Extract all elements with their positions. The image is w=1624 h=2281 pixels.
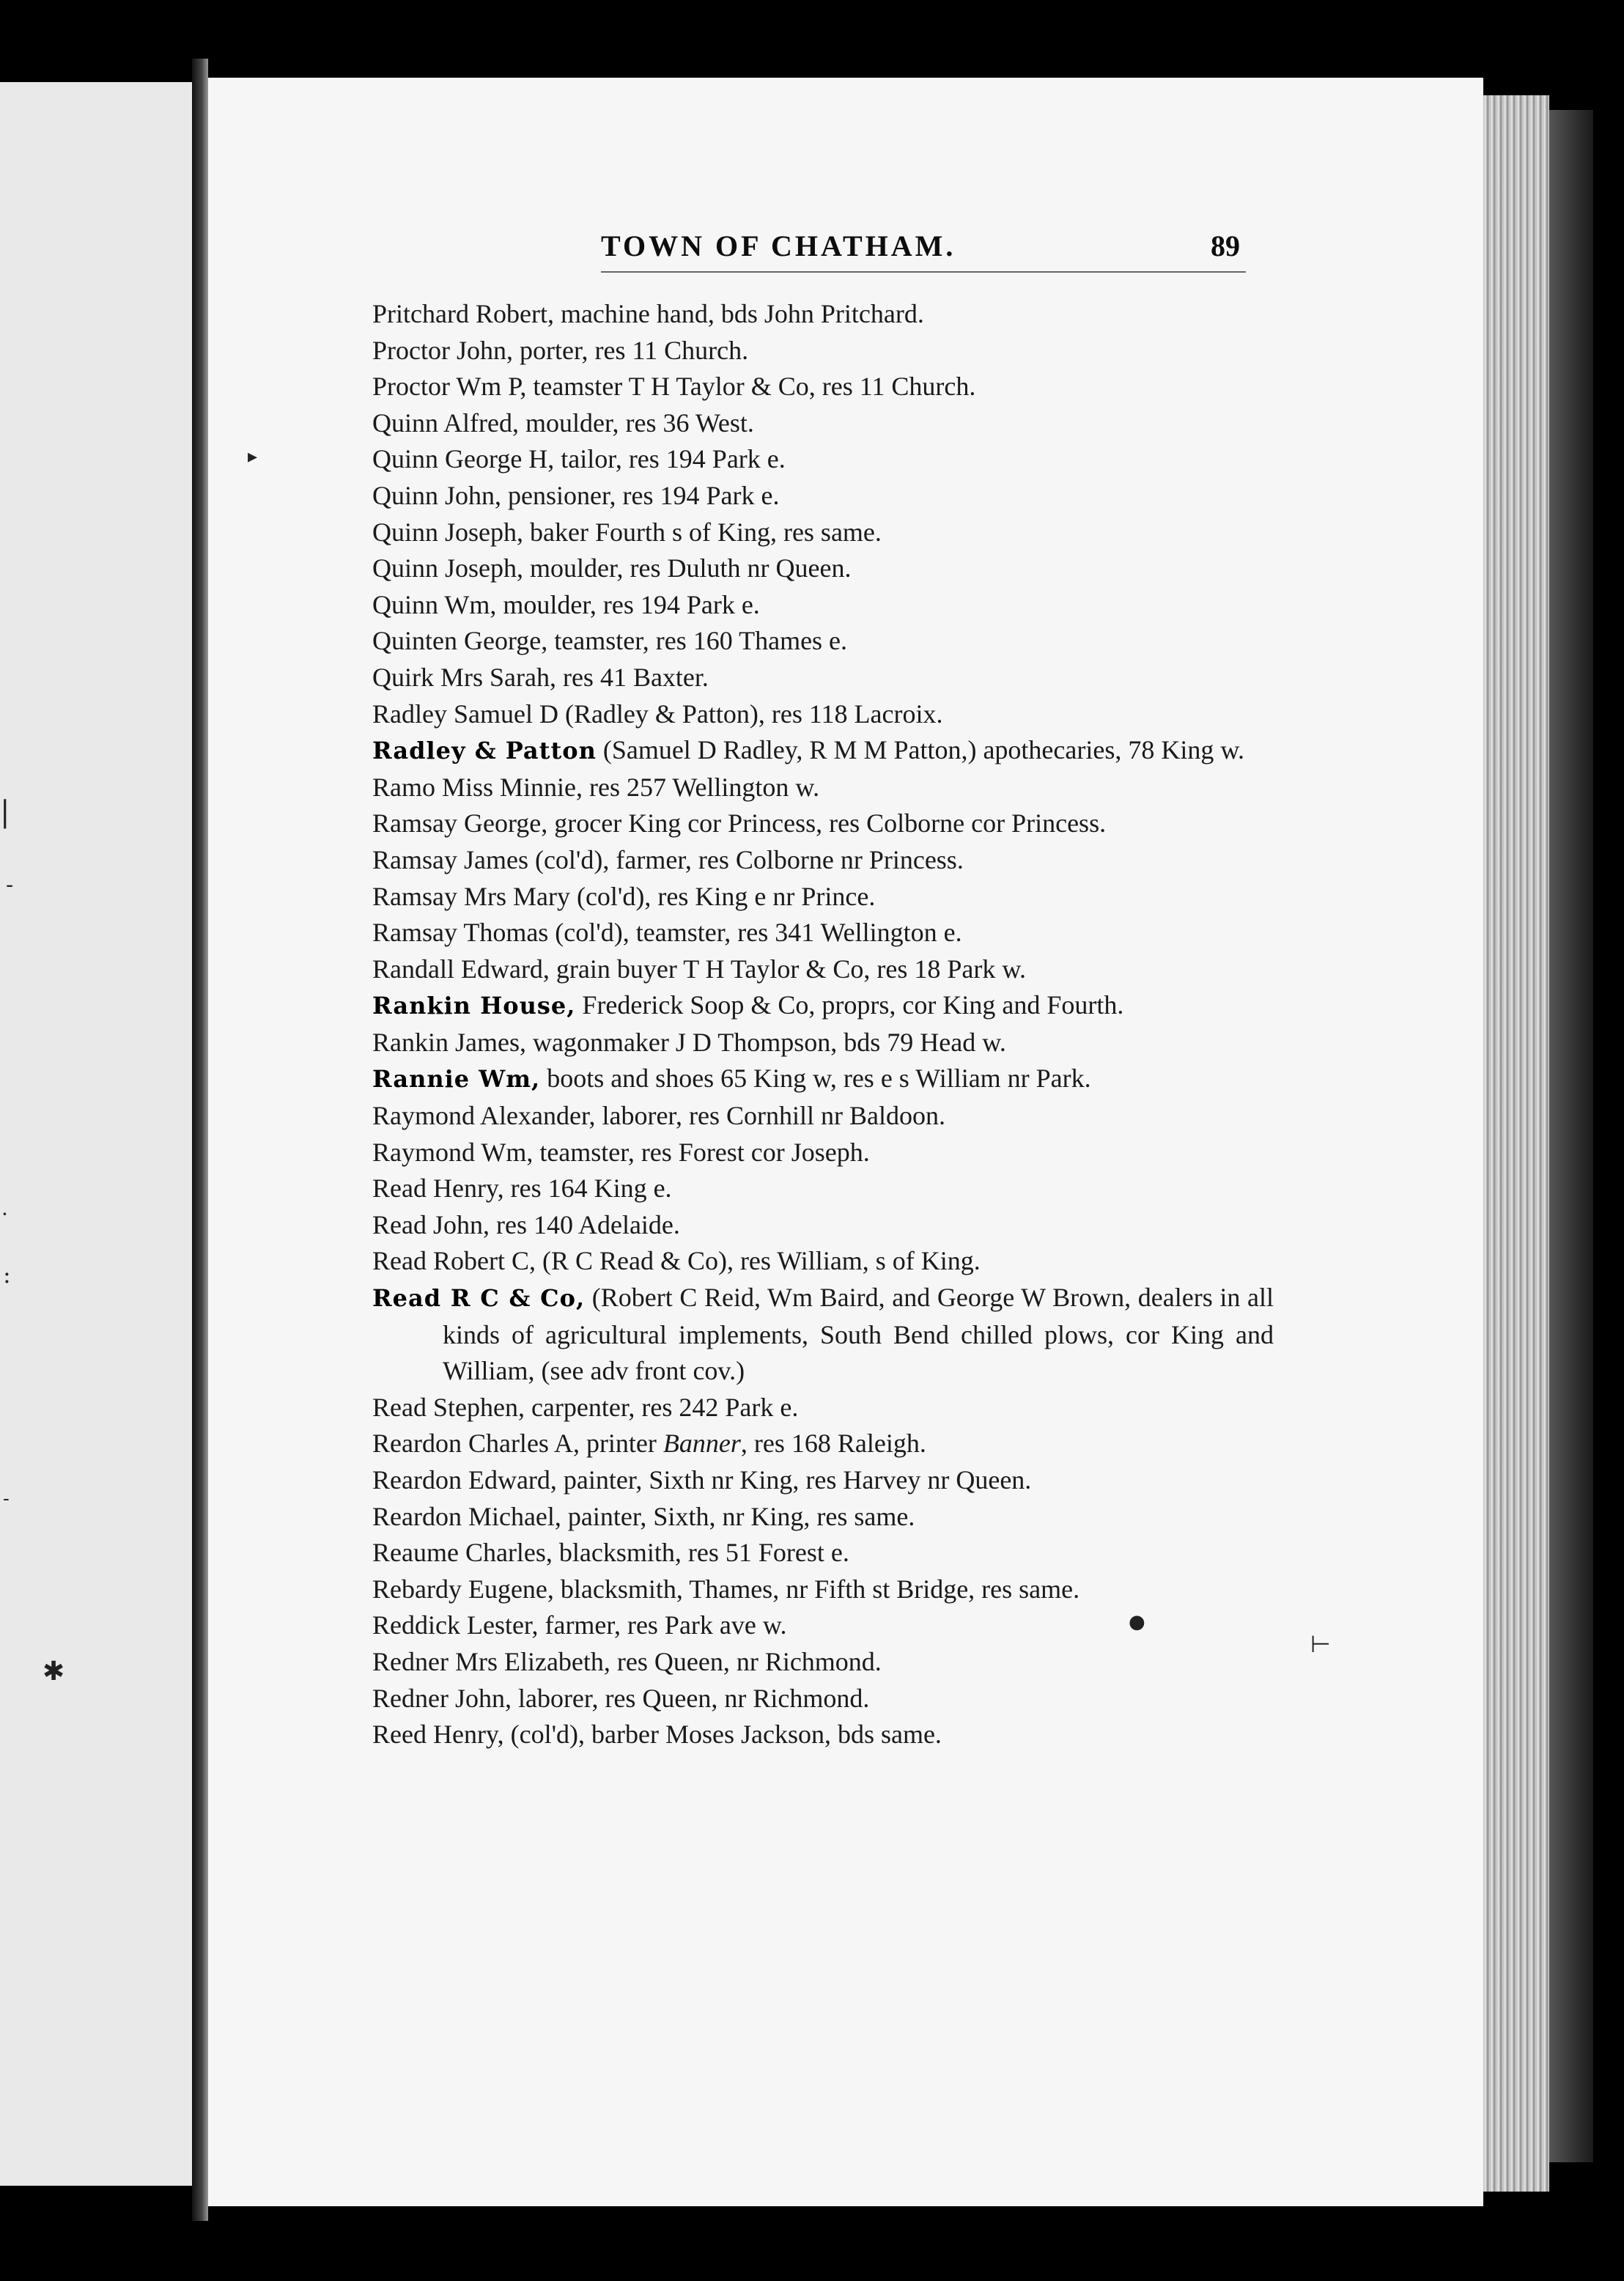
page-header (601, 229, 1261, 280)
stray-mark: ● (1129, 1611, 1145, 1633)
running-title: TOWN OF CHATHAM. (601, 229, 956, 262)
book-gutter (192, 59, 208, 2221)
directory-entry (372, 1571, 1274, 1608)
entry-text: (Robert C Reid, Wm Baird, and George W Brown, dealers in all kinds of agricultural implements, South Bend chilled plows, cor King and William, (see adv front cov.) (443, 1283, 1274, 1386)
entry-text: Redner Mrs Elizabeth, res Queen, nr Richmond. (372, 1646, 882, 1676)
entry-business-name: Radley & Patton (372, 737, 597, 765)
directory-entry (372, 915, 1274, 951)
directory-entry (372, 1025, 1274, 1061)
entry-text: Quirk Mrs Sarah, res 41 Baxter. (372, 662, 709, 692)
entry-italic-text: Banner (662, 1429, 741, 1459)
entry-text: Proctor Wm P, teamster T H Taylor & Co, res 11 Church. (372, 372, 976, 402)
entry-text: Quinn Wm, moulder, res 194 Park e. (372, 589, 760, 619)
stray-mark: ▸ (248, 446, 258, 468)
directory-entry (372, 1644, 1274, 1681)
entry-text: Reardon Michael, painter, Sixth, nr King, res same. (372, 1501, 915, 1531)
directory-entry (372, 623, 1274, 660)
entry-text: Raymond Alexander, laborer, res Cornhill nr Baldoon. (372, 1101, 945, 1131)
directory-entry (372, 1098, 1274, 1135)
directory-entry (372, 1207, 1274, 1244)
directory-entry (372, 441, 1274, 478)
directory-entries (372, 296, 1274, 1753)
entry-text: Read Robert C, (R C Read & Co), res William, s of King. (372, 1246, 981, 1276)
entry-text: Redner John, laborer, res Queen, nr Richmond. (372, 1683, 870, 1713)
entry-text: Reardon Charles A, printer (372, 1429, 657, 1459)
entry-text: Rankin James, wagonmaker J D Thompson, bds 79 Head w. (372, 1027, 1006, 1057)
entry-text: Read Henry, res 164 King e. (372, 1173, 672, 1204)
directory-entry (372, 696, 1274, 733)
entry-text: Quinn John, pensioner, res 194 Park e. (372, 480, 780, 510)
directory-entry (372, 1390, 1274, 1426)
directory-entry (372, 550, 1274, 587)
directory-entry (372, 806, 1274, 842)
entry-text: boots and shoes 65 King w, res e s William nr Park. (540, 1064, 1091, 1094)
directory-entry (372, 1135, 1274, 1171)
directory-entry (372, 1426, 1274, 1462)
entry-text: Ramsay James (col'd), farmer, res Colborne nr Princess. (372, 844, 964, 874)
page-stack-edge (1483, 95, 1549, 2192)
directory-entry (372, 405, 1274, 442)
directory-entry (372, 1243, 1274, 1280)
directory-entry (372, 369, 1274, 405)
directory-entry (372, 1681, 1274, 1717)
directory-entry (372, 770, 1274, 806)
entry-text: Quinten George, teamster, res 160 Thames e. (372, 626, 848, 656)
stray-mark: ⊢ (1310, 1630, 1331, 1658)
entry-text: Read John, res 140 Adelaide. (372, 1209, 680, 1239)
entry-text: (Samuel D Radley, R M M Patton,) apothecaries, 78 King w. (596, 735, 1245, 765)
directory-entry (372, 1535, 1274, 1571)
directory-entry (372, 587, 1274, 624)
entry-text: Ramsay George, grocer King cor Princess, res Colborne cor Princess. (372, 808, 1107, 839)
entry-text: Proctor John, porter, res 11 Church. (372, 335, 749, 365)
directory-entry (372, 1717, 1274, 1753)
entry-business-name: Rankin House, (372, 992, 576, 1020)
directory-entry (372, 987, 1274, 1025)
book-cover-edge (1549, 110, 1593, 2162)
directory-entry (372, 842, 1274, 879)
directory-entry (372, 660, 1274, 696)
directory-entry (372, 515, 1274, 551)
directory-entry (372, 1061, 1274, 1098)
page-number: 89 (1211, 229, 1240, 262)
entry-text: Pritchard Robert, machine hand, bds John Pritchard. (372, 299, 924, 328)
entry-text: Quinn Alfred, moulder, res 36 West. (372, 408, 754, 438)
entry-text: Quinn George H, tailor, res 194 Park e. (372, 444, 786, 474)
entry-text: Raymond Wm, teamster, res Forest cor Joseph. (372, 1137, 870, 1167)
entry-text: Quinn Joseph, moulder, res Duluth nr Queen. (372, 553, 852, 583)
entry-text: Reardon Edward, painter, Sixth nr King, res Harvey nr Queen. (372, 1465, 1032, 1495)
left-page-marks: | - · : - ✱ (0, 795, 65, 1687)
entry-text: Frederick Soop & Co, proprs, cor King and Fourth. (575, 990, 1124, 1020)
directory-entry (372, 1280, 1274, 1390)
directory-entry (372, 879, 1274, 915)
directory-entry (372, 951, 1274, 988)
directory-entry (372, 1462, 1274, 1499)
entry-text: Reed Henry, (col'd), barber Moses Jackson, bds same. (372, 1720, 942, 1750)
entry-text: Ramsay Thomas (col'd), teamster, res 341 Wellington e. (372, 918, 962, 948)
directory-entry (372, 1171, 1274, 1207)
directory-entry (372, 333, 1274, 369)
entry-business-name: Read R C & Co, (372, 1284, 586, 1313)
header-rule (601, 271, 1246, 273)
entry-text: Reddick Lester, farmer, res Park ave w. (372, 1610, 787, 1640)
entry-text: Read Stephen, carpenter, res 242 Park e. (372, 1392, 799, 1422)
entry-text: Randall Edward, grain buyer T H Taylor & Co, res 18 Park w. (372, 954, 1026, 984)
entry-text: Ramo Miss Minnie, res 257 Wellington w. (372, 772, 820, 802)
entry-text-tail: , res 168 Raleigh. (740, 1429, 926, 1459)
directory-entry (372, 296, 1274, 333)
directory-entry (372, 732, 1274, 770)
entry-text: Rebardy Eugene, blacksmith, Thames, nr Fifth st Bridge, res same. (372, 1574, 1080, 1604)
directory-entry (372, 1499, 1274, 1536)
entry-text: Quinn Joseph, baker Fourth s of King, res same. (372, 517, 882, 547)
entry-text: Ramsay Mrs Mary (col'd), res King e nr Prince. (372, 881, 876, 911)
directory-entry (372, 478, 1274, 515)
entry-business-name: Rannie Wm, (372, 1065, 541, 1094)
entry-text: Radley Samuel D (Radley & Patton), res 118 Lacroix. (372, 699, 943, 729)
entry-text: Reaume Charles, blacksmith, res 51 Forest e. (372, 1538, 849, 1568)
